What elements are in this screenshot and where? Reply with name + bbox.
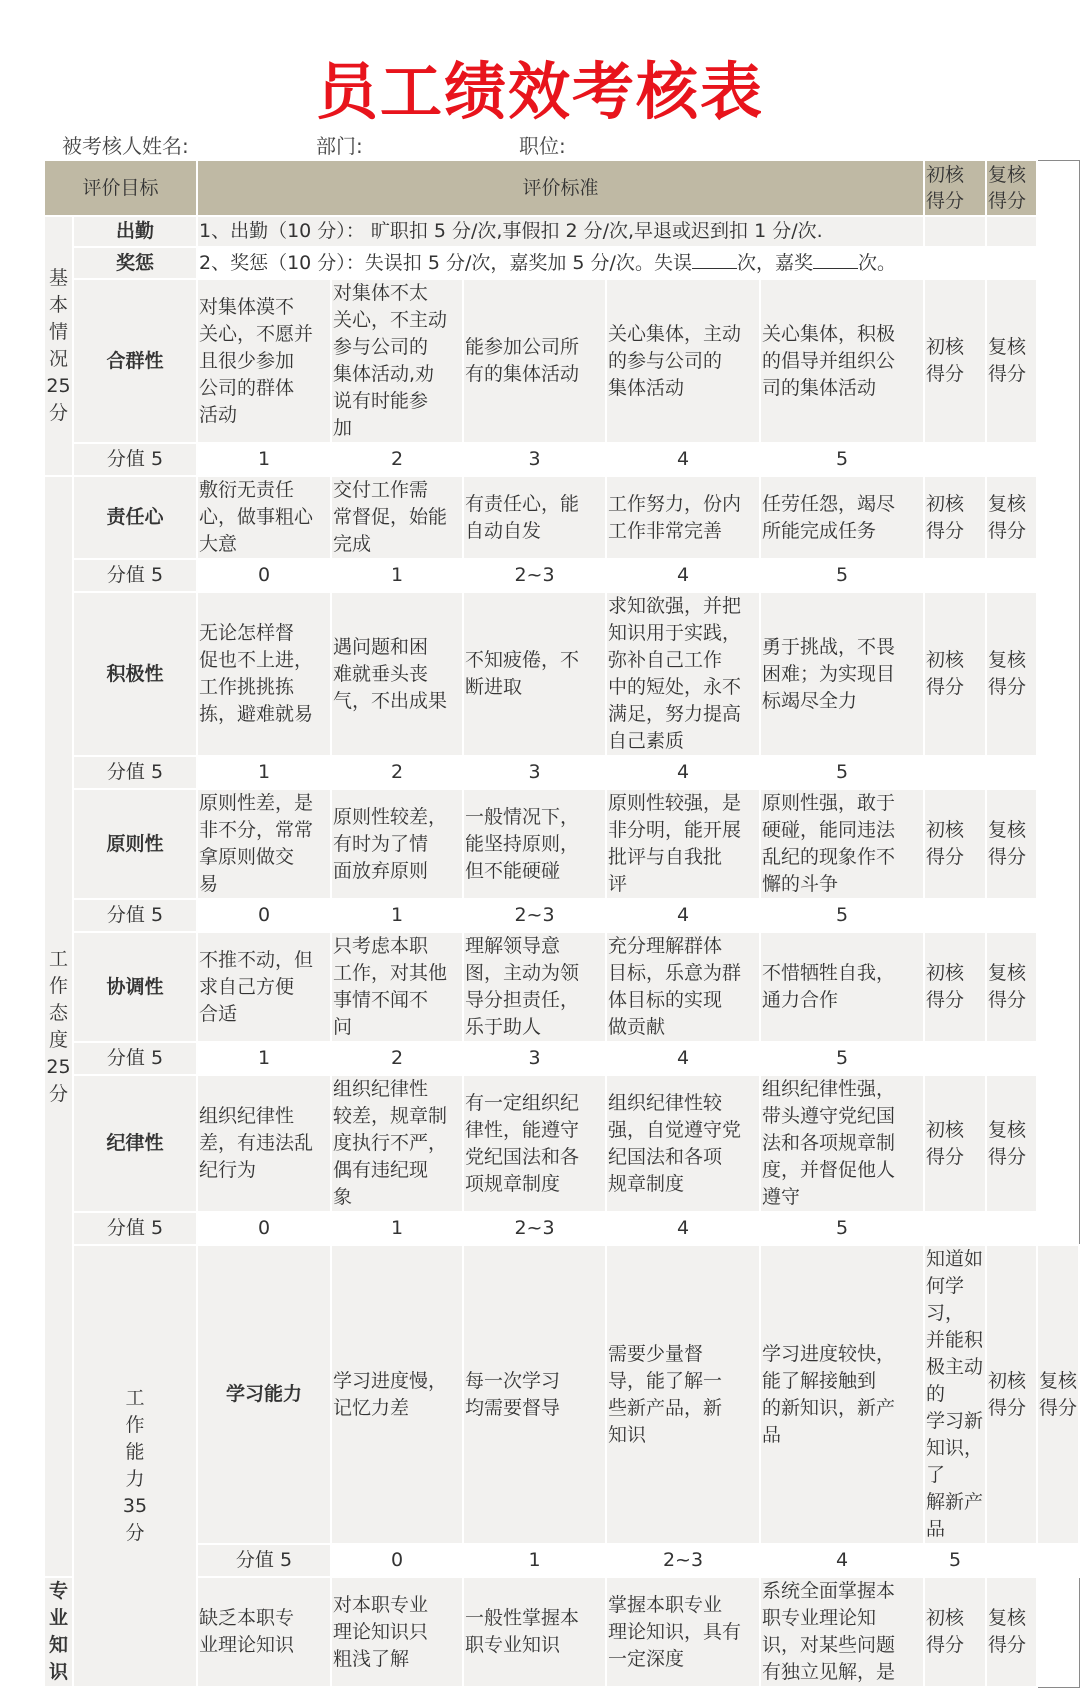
criterion-level-3: 有一定组织纪 律性，能遵守 党纪国法和各 项规章制度 [463,1075,606,1212]
reward-text: 次，嘉奖 [736,251,813,274]
score-label: 分值 5 [73,1212,197,1245]
criterion-level-5: 系统全面掌握本 职专业理论知 识，对某些问题 有独立见解，是 [760,1577,924,1687]
empty-cell [924,756,986,789]
criterion-level-4: 关心集体，主动 的参与公司的 集体活动 [606,279,760,443]
reward-standard [197,247,1037,279]
score-value: 0 [197,899,331,932]
criterion-level-4: 原则性较强，是 非分明，能开展 批评与自我批 评 [606,789,760,899]
empty-cell [924,899,986,932]
empty-cell [986,1212,1037,1245]
item-attendance: 出勤 [73,216,197,247]
empty-cell [986,559,1037,592]
score-label: 分值 5 [73,443,197,476]
criterion-level-4: 充分理解群体 目标，乐意为群 体目标的实现 做贡献 [606,932,760,1042]
blank-line[interactable] [692,250,737,269]
evaluation-table [43,159,1080,1688]
criterion-level-1: 组织纪律性 差，有违法乱 纪行为 [197,1075,331,1212]
criterion-level-1: 无论怎样督 促也不上进， 工作挑挑拣 拣，避难就易 [197,592,331,756]
item-discipline: 纪律性 [73,1075,197,1212]
criterion-level-1: 对集体漠不 关心，不愿并 且很少参加 公司的群体 活动 [197,279,331,443]
category-ability: 工 作 能 力 35 分 [73,1245,197,1687]
empty-cell [924,443,986,476]
score-value: 2~3 [463,559,606,592]
item-reward: 奖惩 [73,247,197,279]
empty-cell [986,1042,1037,1075]
page-title: 员工绩效考核表 [315,55,764,128]
criterion-level-2: 只考虑本职 工作，对其他 事情不闻不 问 [331,932,463,1042]
score-value: 3 [463,1042,606,1075]
criterion-level-5: 关心集体，积极 的倡导并组织公 司的集体活动 [760,279,924,443]
score-value: 1 [331,899,463,932]
criterion-level-3: 需要少量督 导，能了解一 些新产品，新 知识 [606,1245,760,1544]
review-score-cell[interactable]: 复核 得分 [986,1075,1037,1212]
score-value: 5 [924,1544,986,1577]
criterion-level-5: 任劳任怨，竭尽 所能完成任务 [760,476,924,559]
criterion-level-3: 理解领导意 图，主动为领 导分担责任， 乐于助人 [463,932,606,1042]
criterion-level-2: 交付工作需 常督促，始能 完成 [331,476,463,559]
criterion-level-4: 工作努力，份内 工作非常完善 [606,476,760,559]
criterion-level-1: 敷衍无责任 心，做事粗心 大意 [197,476,331,559]
header-review-score: 复核 得分 [986,160,1037,216]
category-attitude: 工 作 态 度 25 分 [44,476,73,1577]
initial-score-input[interactable] [924,216,986,247]
score-value: 1 [331,1212,463,1245]
score-label: 分值 5 [73,899,197,932]
empty-cell [1037,1544,1079,1577]
criterion-level-2: 遇问题和困 难就垂头丧 气，不出成果 [331,592,463,756]
reward-text: 次。 [857,251,896,274]
header-target: 评价目标 [44,160,197,216]
reward-text: 2、奖惩（10 分）：失误扣 5 分/次，嘉奖加 5 分/次。失误 [199,251,692,274]
score-value: 0 [331,1544,463,1577]
criterion-level-5: 勇于挑战，不畏 困难；为实现目 标竭尽全力 [760,592,924,756]
score-value: 5 [760,1042,924,1075]
item-teamwork: 合群性 [73,279,197,443]
initial-score-cell[interactable]: 初核 得分 [924,279,986,443]
criterion-level-4: 求知欲强，并把 知识用于实践， 弥补自己工作 中的短处，永不 满足，努力提高 自己素质 [606,592,760,756]
score-value: 2~3 [606,1544,760,1577]
score-value: 0 [197,559,331,592]
score-label: 分值 5 [197,1544,331,1577]
score-value: 0 [197,1212,331,1245]
category-basic: 基 本 情 况 25 分 [44,216,73,476]
score-value: 5 [760,559,924,592]
review-score-cell[interactable]: 复核 得分 [986,789,1037,899]
score-value: 4 [760,1544,924,1577]
criterion-level-2: 原则性较差， 有时为了情 面放弃原则 [331,789,463,899]
position-label: 职位: [519,134,566,158]
department-label: 部门: [316,134,363,158]
empty-cell [986,899,1037,932]
item-initiative: 积极性 [73,592,197,756]
empty-cell [986,756,1037,789]
review-score-input[interactable] [986,216,1037,247]
employee-name-label: 被考核人姓名: [62,134,189,158]
attendance-standard: 1、出勤（10 分）： 旷职扣 5 分/次,事假扣 2 分/次,早退或迟到扣 1 分/次. [197,216,924,247]
score-value: 2 [331,443,463,476]
initial-score-cell[interactable]: 初核 得分 [924,476,986,559]
criterion-level-2: 组织纪律性 较差，规章制 度执行不严， 偶有违纪现 象 [331,1075,463,1212]
criterion-level-5: 组织纪律性强， 带头遵守党纪国 法和各项规章制 度，并督促他人 遵守 [760,1075,924,1212]
score-value: 4 [606,899,760,932]
score-value: 2~3 [463,899,606,932]
criterion-level-4: 学习进度较快， 能了解接触到 的新知识，新产 品 [760,1245,924,1544]
blank-line[interactable] [813,250,858,269]
score-value: 4 [606,756,760,789]
criterion-level-3: 一般情况下， 能坚持原则， 但不能硬碰 [463,789,606,899]
criterion-level-3: 一般性掌握本 职专业知识 [463,1577,606,1687]
score-value: 4 [606,1042,760,1075]
score-value: 4 [606,559,760,592]
score-value: 4 [606,443,760,476]
score-value: 2 [331,756,463,789]
criterion-level-1: 原则性差，是 非不分，常常 拿原则做交 易 [197,789,331,899]
criterion-level-4: 组织纪律性较 强，自觉遵守党 纪国法和各项 规章制度 [606,1075,760,1212]
item-coordination: 协调性 [73,932,197,1042]
criterion-level-2: 对本职专业 理论知识只 粗浅了解 [331,1577,463,1687]
criterion-level-4: 掌握本职专业 理论知识，具有 一定深度 [606,1577,760,1687]
score-value: 5 [760,1212,924,1245]
header-standard: 评价标准 [197,160,924,216]
criterion-level-2: 每一次学习 均需要督导 [463,1245,606,1544]
empty-cell [986,1544,1037,1577]
score-label: 分值 5 [73,1042,197,1075]
review-score-cell[interactable]: 复核 得分 [986,1577,1037,1687]
score-value: 3 [463,443,606,476]
review-score-cell[interactable]: 复核 得分 [986,592,1037,756]
score-value: 1 [331,559,463,592]
criterion-level-3: 有责任心，能 自动自发 [463,476,606,559]
header-initial-score: 初核 得分 [924,160,986,216]
score-label: 分值 5 [73,756,197,789]
criterion-level-3: 不知疲倦，不 断进取 [463,592,606,756]
score-value: 1 [197,443,331,476]
criterion-level-5: 知道如何学习， 并能积极主动的 学习新知识，了 解新产品 [924,1245,986,1544]
score-value: 1 [197,756,331,789]
criterion-level-3: 能参加公司所 有的集体活动 [463,279,606,443]
empty-cell [924,1042,986,1075]
initial-score-cell[interactable]: 初核 得分 [924,789,986,899]
initial-score-cell[interactable]: 初核 得分 [986,1245,1037,1544]
criterion-level-1: 缺乏本职专 业理论知识 [197,1577,331,1687]
initial-score-cell[interactable]: 初核 得分 [924,592,986,756]
empty-cell [986,443,1037,476]
score-value: 1 [463,1544,606,1577]
review-score-cell[interactable]: 复核 得分 [1037,1245,1079,1544]
initial-score-cell[interactable]: 初核 得分 [924,1075,986,1212]
item-principle: 原则性 [73,789,197,899]
score-value: 2 [331,1042,463,1075]
score-value: 1 [197,1042,331,1075]
empty-cell [924,559,986,592]
initial-score-cell[interactable]: 初核 得分 [924,932,986,1042]
score-value: 5 [760,756,924,789]
criterion-level-5: 原则性强，敢于 硬碰，能同违法 乱纪的现象作不 懈的斗争 [760,789,924,899]
review-score-cell[interactable]: 复核 得分 [986,932,1037,1042]
criterion-level-2: 对集体不太 关心，不主动 参与公司的 集体活动,劝 说有时能参 加 [331,279,463,443]
review-score-cell[interactable]: 复核 得分 [986,476,1037,559]
criterion-level-1: 学习进度慢， 记忆力差 [331,1245,463,1544]
score-value: 3 [463,756,606,789]
initial-score-cell[interactable]: 初核 得分 [924,1577,986,1687]
review-score-cell[interactable]: 复核 得分 [986,279,1037,443]
criterion-level-1: 不推不动，但 求自己方便 合适 [197,932,331,1042]
item-learning: 学习能力 [197,1245,331,1544]
criterion-level-5: 不惜牺牲自我， 通力合作 [760,932,924,1042]
score-value: 4 [606,1212,760,1245]
item-responsibility: 责任心 [73,476,197,559]
score-label: 分值 5 [73,559,197,592]
empty-cell [924,1212,986,1245]
score-value: 5 [760,443,924,476]
item-expertise: 专业知识 [44,1577,73,1687]
score-value: 2~3 [463,1212,606,1245]
score-value: 5 [760,899,924,932]
